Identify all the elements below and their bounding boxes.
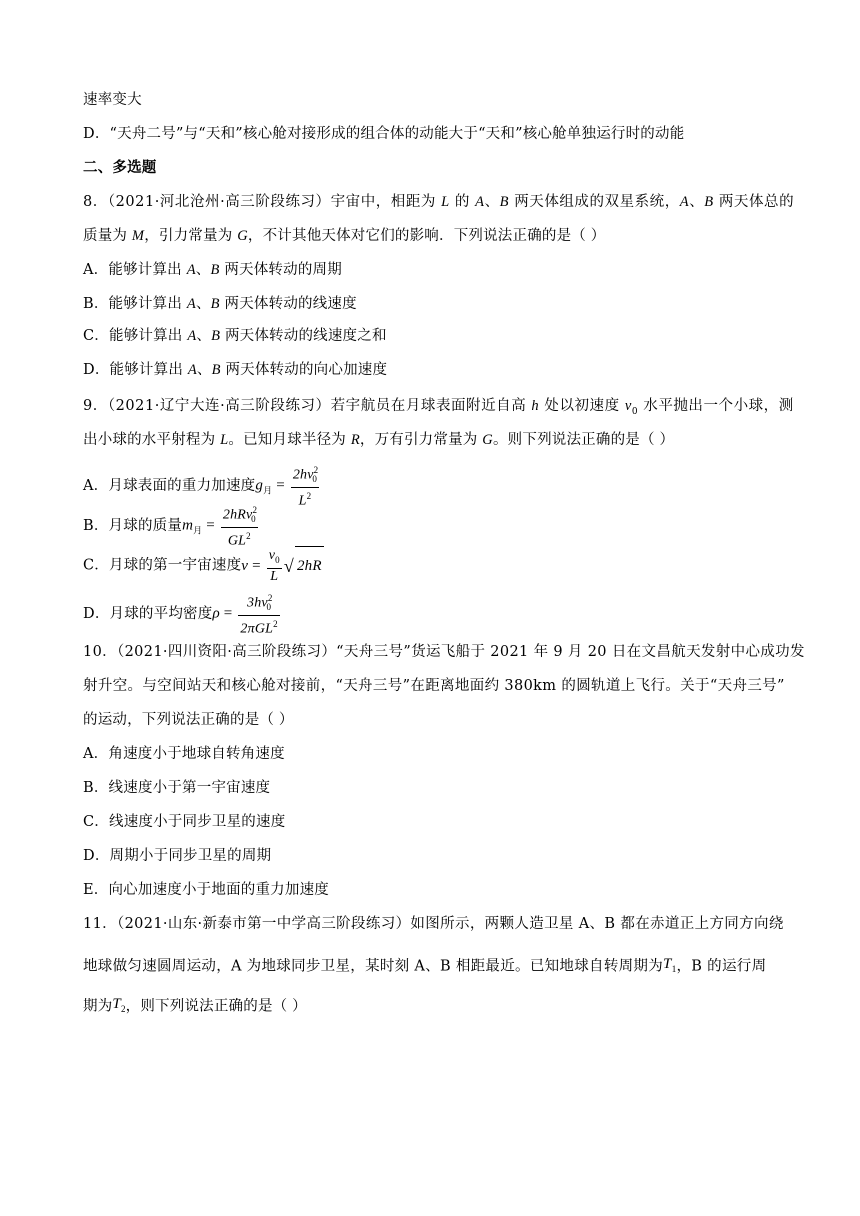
question-8-option-d: D．能够计算出 A、B 两天体转动的向心加速度 (83, 362, 388, 378)
question-10-option-d: D．周期小于同步卫星的周期 (83, 848, 272, 864)
question-10-option-a: A．角速度小于地球自转角速度 (83, 746, 285, 762)
formula-b: $m_月$ = $\frac{2hRv^2_0}{GL^2}$ (182, 502, 260, 550)
question-9-option-a: A．月球表面的重力加速度$g_月$ = $\frac{2hv^2_0}{L^2}$ (83, 462, 321, 510)
question-10-option-c: C．线速度小于同步卫星的速度 (83, 814, 286, 830)
section-heading: 二、多选题 (83, 159, 157, 176)
option-d: D．“天舟二号”与“天和”核心舱对接形成的组合体的动能大于“天和”核心舱单独运行时的动能 (83, 126, 685, 142)
formula-a: $g_月$ = $\frac{2hv^2_0}{L^2}$ (255, 462, 321, 510)
question-9-option-d: D．月球的平均密度ρ = $\frac{3hv^2_0}{2\pi GL^2}$ (83, 590, 282, 638)
question-9-line-2: 出小球的水平射程为 L。已知月球半径为 R，万有引力常量为 G。则下列说法正确的是（ ） (83, 432, 675, 448)
question-10-line-1: 10．（2021·四川资阳·高三阶段练习）“天舟三号”货运飞船于 2021 年 9 月 20 日在文昌航天发射中心成功发 (83, 644, 805, 660)
question-8-line-1: 8．（2021·河北沧州·高三阶段练习）宇宙中，相距为 L 的 A、B 两天体组成的双星系统，A、B 两天体总的 (83, 194, 795, 210)
question-10-line-3: 的运动，下列说法正确的是（ ） (83, 712, 294, 728)
question-10-option-b: B．线速度小于第一宇宙速度 (83, 780, 271, 796)
text-line: 速率变大 (83, 92, 142, 108)
formula-c: v = $\frac{v_0}{L}$ √ 2hR (241, 546, 323, 585)
question-10-option-e: E．向心加速度小于地面的重力加速度 (83, 882, 329, 898)
question-8-line-2: 质量为 M，引力常量为 G，不计其他天体对它们的影响．下列说法正确的是（ ） (83, 228, 606, 244)
question-9-option-b: B．月球的质量$m_月$ = $\frac{2hRv^2_0}{GL^2}$ (83, 502, 260, 550)
formula-d: ρ = $\frac{3hv^2_0}{2\pi GL^2}$ (212, 590, 281, 638)
question-9-option-c: C．月球的第一宇宙速度v = $\frac{v_0}{L}$ √ 2hR (83, 546, 324, 585)
question-11-line-2: 地球做匀速圆周运动，A 为地球同步卫星，某时刻 A、B 相距最近。已知地球自转周期为$T_1$，B 的运行周 (83, 956, 767, 975)
question-8-option-b: B．能够计算出 A、B 两天体转动的线速度 (83, 296, 357, 312)
question-8-option-a: A．能够计算出 A、B 两天体转动的周期 (83, 262, 342, 278)
question-8-option-c: C．能够计算出 A、B 两天体转动的线速度之和 (83, 328, 387, 344)
question-9-line-1: 9．（2021·辽宁大连·高三阶段练习）若宇航员在月球表面附近自高 h 处以初速度 $v_0$ 水平抛出一个小球，测 (83, 398, 794, 417)
question-11-line-1: 11．（2021·山东·新泰市第一中学高三阶段练习）如图所示，两颗人造卫星 A、B 都在赤道正上方同方向绕 (83, 916, 784, 932)
question-11-line-3: 期为$T_2$，则下列说法正确的是（ ） (83, 996, 307, 1015)
question-10-line-2: 射升空。与空间站天和核心舱对接前，“天舟三号”在距离地面约 380km 的圆轨道上飞行。关于“天舟三号” (83, 678, 785, 694)
